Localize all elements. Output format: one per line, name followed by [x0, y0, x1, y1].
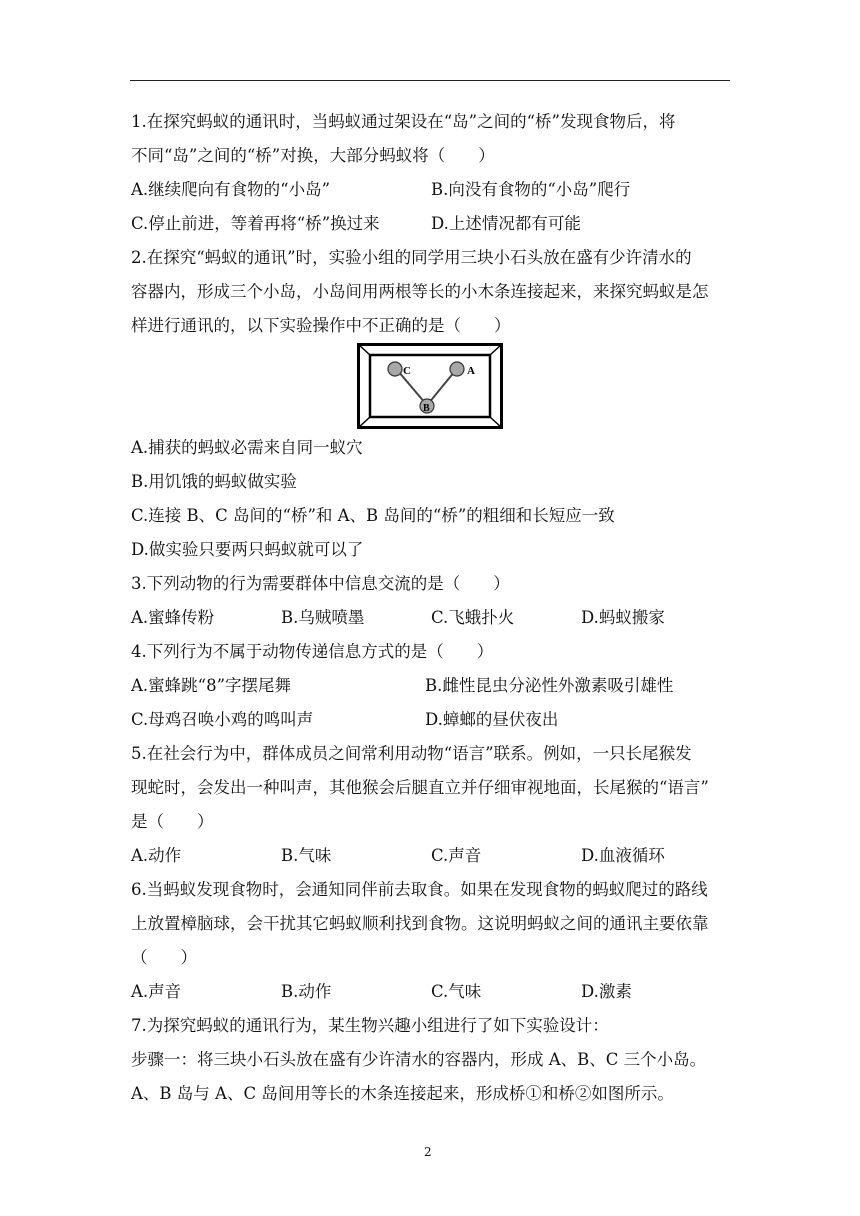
- q6-stem-line2: 上放置樟脑球，会干扰其它蚂蚁顺利找到食物。这说明蚂蚁之间的通讯主要依靠: [131, 914, 709, 933]
- q2-option-b: B.用饥饿的蚂蚁做实验: [131, 472, 297, 491]
- q2-option-d: D.做实验只要两只蚂蚁就可以了: [131, 540, 364, 559]
- q2-stem-line3: 样进行通讯的，以下实验操作中不正确的是（ ）: [131, 316, 511, 335]
- label-b: B: [423, 403, 430, 414]
- q1-option-a: A.继续爬向有食物的“小岛”: [131, 180, 331, 199]
- island-c: [388, 362, 402, 376]
- island-a: [450, 362, 464, 376]
- q5-option-d: D.血液循环: [581, 846, 665, 865]
- q2-stem-line1: 2.在探究“蚂蚁的通讯”时，实验小组的同学用三块小石头放在盛有少许清水的: [131, 248, 692, 267]
- q1-option-d: D.上述情况都有可能: [431, 214, 581, 233]
- q3-stem: 3.下列动物的行为需要群体中信息交流的是（ ）: [131, 574, 510, 593]
- q6-option-a: A.声音: [131, 982, 182, 1001]
- q1-stem-line1: 1.在探究蚂蚁的通讯时，当蚂蚁通过架设在“岛”之间的“桥”发现食物后，将: [131, 112, 676, 131]
- q5-stem-line2: 现蛇时，会发出一种叫声，其他猴会后腿直立并仔细审视地面，长尾猴的“语言”: [131, 778, 709, 797]
- q7-step1-line1: 步骤一：将三块小石头放在盛有少许清水的容器内，形成 A、B、C 三个小岛。: [131, 1050, 707, 1069]
- q1-stem-line2: 不同“岛”之间的“桥”对换，大部分蚂蚁将（ ）: [131, 146, 495, 165]
- q5-stem-line3: 是（ ）: [131, 812, 214, 831]
- label-a: A: [467, 365, 475, 377]
- q6-stem-line3: （ ）: [131, 948, 197, 967]
- q6-option-c: C.气味: [431, 982, 482, 1001]
- label-c: C: [403, 365, 411, 377]
- q4-stem: 4.下列行为不属于动物传递信息方式的是（ ）: [131, 642, 494, 661]
- q3-option-b: B.乌贼喷墨: [281, 608, 365, 627]
- q6-stem-line1: 6.当蚂蚁发现食物时，会通知同伴前去取食。如果在发现食物的蚂蚁爬过的路线: [131, 880, 708, 899]
- q4-option-c: C.母鸡召唤小鸡的鸣叫声: [131, 710, 314, 729]
- header-rule: [130, 80, 730, 81]
- q4-option-b: B.雌性昆虫分泌性外激素吸引雄性: [425, 676, 674, 695]
- q6-option-d: D.激素: [581, 982, 632, 1001]
- q4-option-a: A.蜜蜂跳“8”字摆尾舞: [131, 676, 292, 695]
- q5-option-a: A.动作: [131, 846, 182, 865]
- page-number: 2: [424, 1145, 432, 1159]
- q3-option-a: A.蜜蜂传粉: [131, 608, 215, 627]
- ant-island-diagram: [357, 343, 503, 429]
- q7-stem-line1: 7.为探究蚂蚁的通讯行为，某生物兴趣小组进行了如下实验设计：: [131, 1016, 609, 1035]
- q5-option-c: C.声音: [431, 846, 482, 865]
- q1-option-b: B.向没有食物的“小岛”爬行: [431, 180, 631, 199]
- q5-option-b: B.气味: [281, 846, 332, 865]
- q7-step1-line2: A、B 岛与 A、C 岛间用等长的木条连接起来，形成桥①和桥②如图所示。: [131, 1084, 674, 1103]
- q5-stem-line1: 5.在社会行为中，群体成员之间常利用动物“语言”联系。例如，一只长尾猴发: [131, 744, 692, 763]
- q1-option-c: C.停止前进，等着再将“桥”换过来: [131, 214, 380, 233]
- q4-option-d: D.蟑螂的昼伏夜出: [425, 710, 559, 729]
- q6-option-b: B.动作: [281, 982, 332, 1001]
- q2-option-a: A.捕获的蚂蚁必需来自同一蚁穴: [131, 438, 363, 457]
- q3-option-d: D.蚂蚁搬家: [581, 608, 665, 627]
- q2-stem-line2: 容器内，形成三个小岛，小岛间用两根等长的小木条连接起来，来探究蚂蚁是怎: [131, 282, 709, 301]
- q3-option-c: C.飞蛾扑火: [431, 608, 515, 627]
- q2-option-c: C.连接 B、C 岛间的“桥”和 A、B 岛间的“桥”的粗细和长短应一致: [131, 506, 615, 525]
